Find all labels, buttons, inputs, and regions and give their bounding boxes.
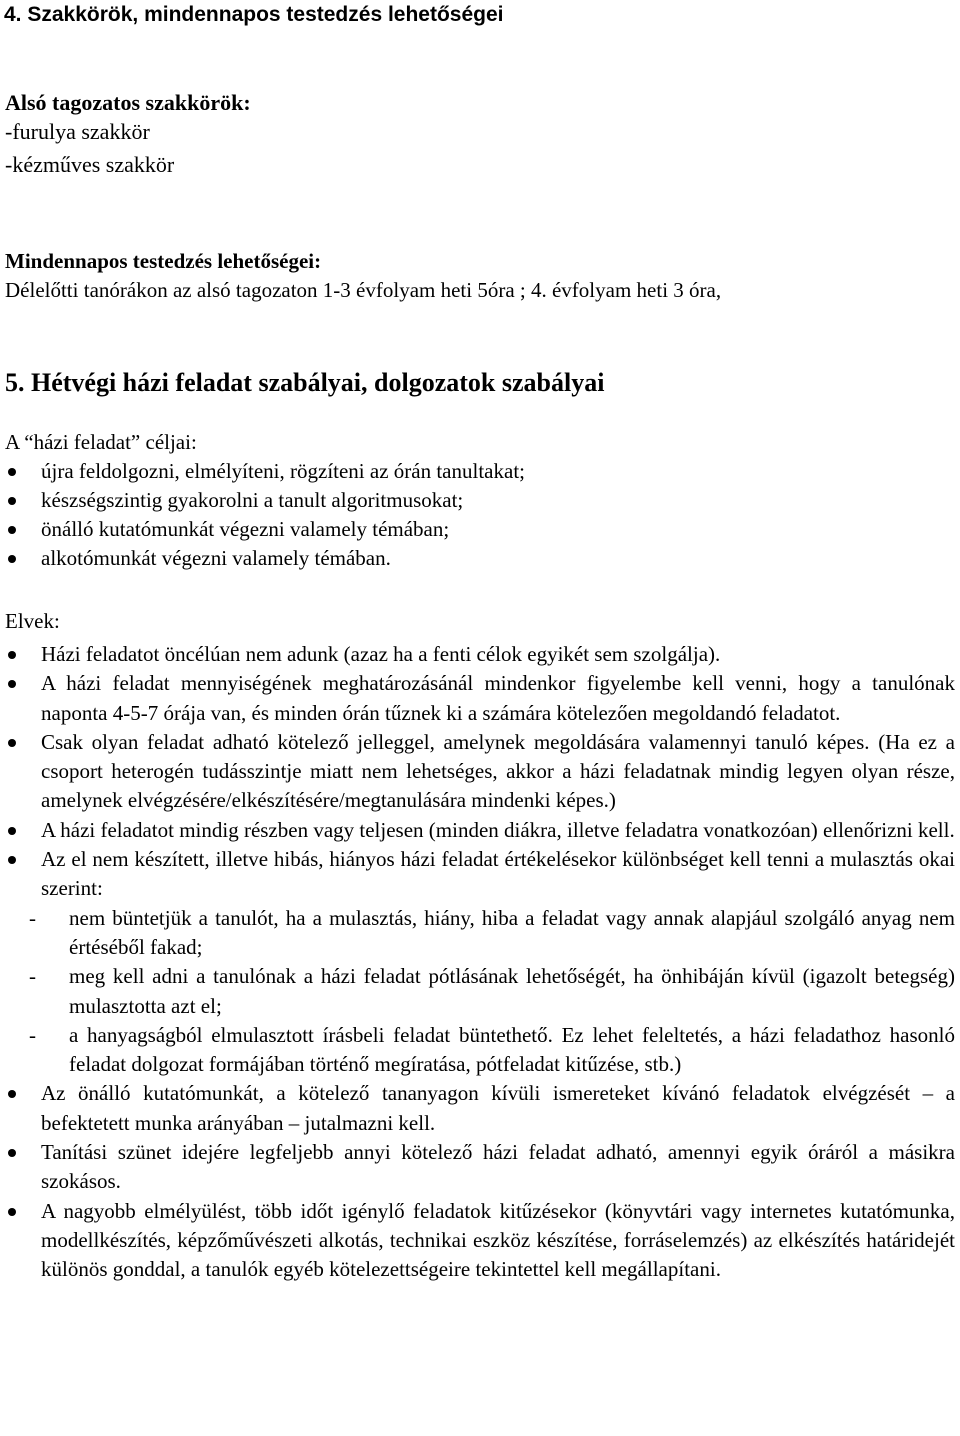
principle-item [5, 1197, 955, 1285]
dash-marker: - [29, 1022, 36, 1047]
reasons-list [5, 904, 955, 1080]
principle-item [5, 1138, 955, 1197]
principle-item [5, 669, 955, 728]
principle-item [5, 816, 955, 845]
lower-clubs-heading: Alsó tagozatos szakkörök: [5, 90, 251, 115]
reason-item [5, 1021, 955, 1080]
dash-marker: - [29, 964, 36, 989]
reason-text: a hanyagságból elmulasztott írásbeli feladat büntethető. Ez lehet feleltetés, a házi feladathoz hasonló feladat dolgozat formájában történő megíratása, pótfeladat kitűzése, stb.) [69, 1022, 955, 1077]
dash-marker: - [29, 905, 36, 930]
goal-item [5, 486, 955, 515]
goal-item [5, 544, 955, 573]
bullet-icon [8, 497, 16, 505]
goal-item [5, 457, 955, 486]
principle-text: Házi feladatot öncélúan nem adunk (azaz ha a fenti célok egyikét sem szolgálja). [41, 642, 721, 666]
principle-item [5, 640, 955, 669]
reason-item [5, 962, 955, 1021]
goal-text: újra feldolgozni, elmélyíteni, rögzíteni az órán tanultakat; [41, 459, 525, 483]
principle-text: Az el nem készített, illetve hibás, hiányos házi feladat értékelésekor különbséget kell tenni a mulasztás okai szerint: [41, 847, 955, 901]
goal-text: önálló kutatómunkát végezni valamely témában; [41, 517, 450, 541]
principle-item [5, 845, 955, 1079]
bullet-icon [8, 827, 16, 835]
principle-text: Az önálló kutatómunkát, a kötelező tananyagon kívüli ismereteket kívánó feladatok elvégzését – a befektetett munka arányában – jutalmazni kell. [41, 1081, 955, 1135]
principle-text: A nagyobb elmélyülést, több időt igénylő feladatok kitűzésekor (könyvtári vagy internetes kutatómunka, modellkészítés, képzőművészeti alkotás, technikai eszköz készítése, forráselemzés) az elkészítés határidejét különös gonddal, a tanulók egyéb kötelezettségeire tekintettel kell megállapítani. [41, 1198, 955, 1282]
principles-heading: Elvek: [5, 609, 60, 633]
goals-heading: A “házi feladat” céljai: [5, 430, 197, 454]
principle-text: A házi feladatot mindig részben vagy teljesen (minden diákra, illetve feladatra vonatkozóan) ellenőrizni kell. [41, 817, 955, 842]
daily-pe-text: Délelőtti tanórákon az alsó tagozaton 1-3 évfolyam heti 5óra ; 4. évfolyam heti 3 óra, [5, 278, 722, 302]
bullet-icon [8, 1149, 16, 1157]
principle-text: Csak olyan feladat adható kötelező jelleggel, amelynek megoldására valamennyi tanuló képes. (Ha ez a csoport heterogén tudásszintje miatt nem lehetséges, akkor a házi feladatnak mindig legyen olyan része, amelynek elvégzésére/elkészítésére/megtanulására mindenki képes.) [41, 729, 955, 813]
club-item-recorder: -furulya szakkör [5, 119, 150, 144]
bullet-icon [8, 1090, 16, 1098]
goal-item [5, 515, 955, 544]
goals-list [5, 457, 955, 573]
bullet-icon [8, 468, 16, 476]
club-item-crafts: -kézműves szakkör [5, 152, 175, 177]
principle-text: Tanítási szünet idejére legfeljebb annyi kötelező házi feladat adható, amennyi egyik óráról a másikra szokásos. [41, 1140, 955, 1194]
bullet-icon [8, 739, 16, 747]
reason-text: meg kell adni a tanulónak a házi feladat pótlásának lehetőségét, ha önhibáján kívül (igazolt betegség) mulasztotta azt el; [69, 964, 955, 1018]
goal-text: alkotómunkát végezni valamely témában. [41, 546, 391, 570]
goal-text: készségszintig gyakorolni a tanult algoritmusokat; [41, 488, 464, 512]
reason-item [5, 904, 955, 963]
bullet-icon [8, 526, 16, 534]
bullet-icon [8, 555, 16, 563]
principles-list [5, 640, 955, 1285]
daily-pe-heading: Mindennapos testedzés lehetőségei: [5, 249, 322, 273]
reason-text: nem büntetjük a tanulót, ha a mulasztás, hiány, hiba a feladat vagy annak alapjául szolgáló anyag nem értéséből fakad; [69, 905, 955, 959]
section-5-title: 5. Hétvégi házi feladat szabályai, dolgozatok szabályai [5, 368, 605, 397]
principle-item [5, 728, 955, 816]
bullet-icon [8, 651, 16, 659]
bullet-icon [8, 680, 16, 688]
principle-text: A házi feladat mennyiségének meghatározásánál mindenkor figyelembe kell venni, hogy a tanulónak naponta 4-5-7 órája van, és minden órán tűznek ki a számára kötelezően megoldandó feladatot. [41, 671, 955, 725]
bullet-icon [8, 1208, 16, 1216]
bullet-icon [8, 856, 16, 864]
section-4-title: 4. Szakkörök, mindennapos testedzés lehetőségei [4, 3, 504, 26]
principle-item [5, 1079, 955, 1138]
